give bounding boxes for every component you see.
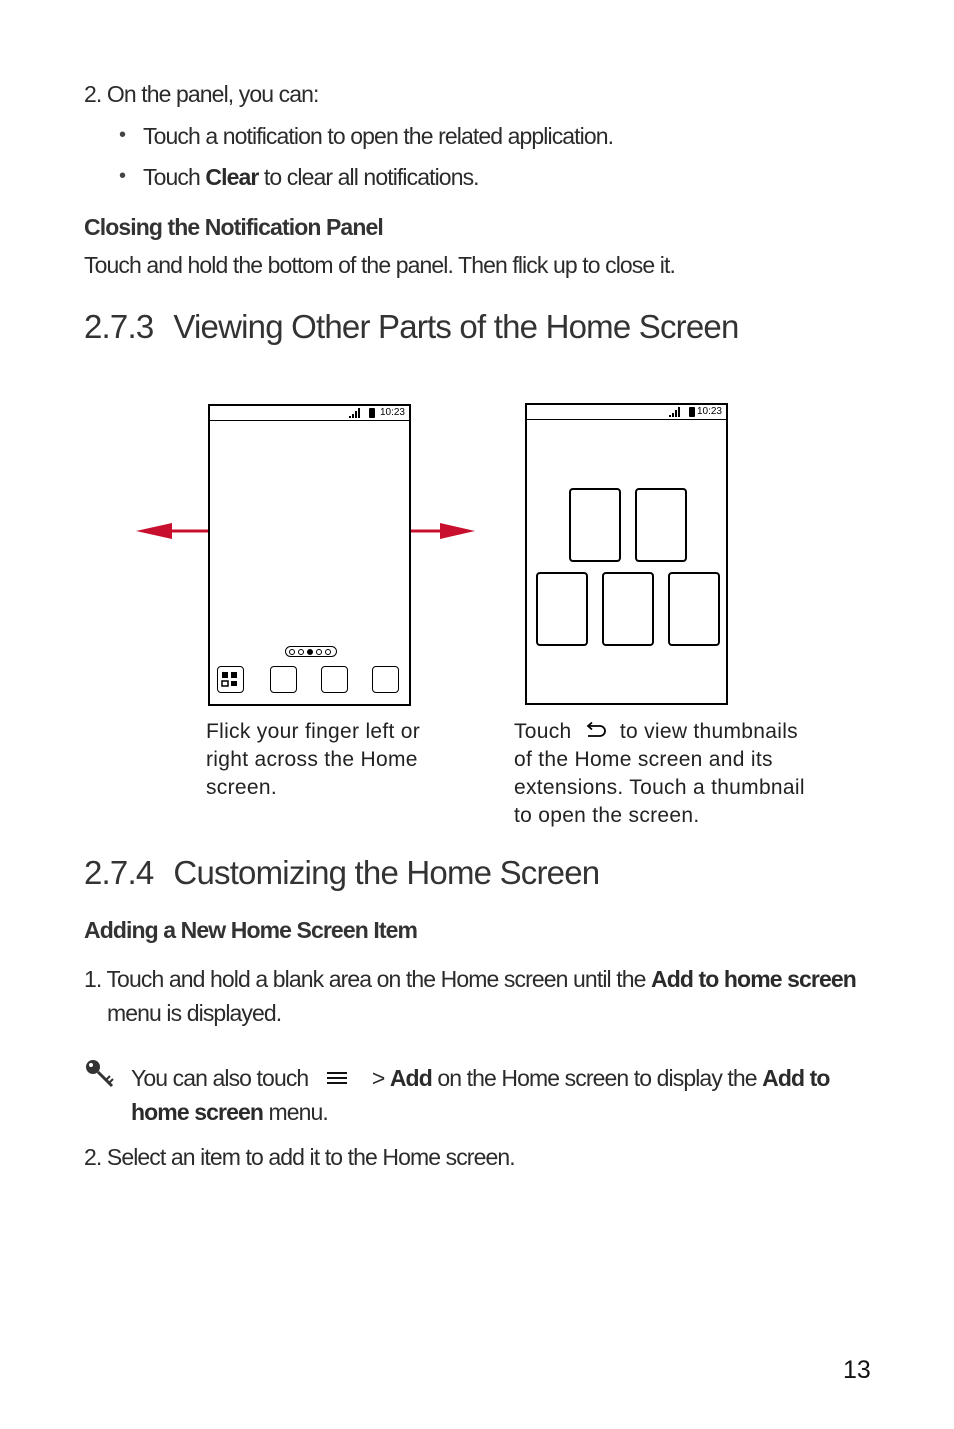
page-indicator: [285, 646, 337, 657]
screen-thumbnail: [569, 488, 621, 562]
tip-text-continued: home screen menu.: [131, 1099, 328, 1125]
screen-thumbnail: [602, 572, 654, 646]
section-heading-2-7-4: 2.7.4 Customizing the Home Screen: [84, 854, 600, 891]
section-heading-2-7-3: 2.7.3 Viewing Other Parts of the Home Screen: [84, 308, 739, 345]
app-drawer-icon: [217, 666, 244, 693]
signal-icon: [349, 408, 361, 418]
step-2-text: 2. Select an item to add it to the Home screen.: [84, 1144, 515, 1170]
step-1-text-continued: menu is displayed.: [107, 1000, 282, 1026]
page-dot: [316, 649, 322, 655]
step-2-intro: 2. On the panel, you can:: [84, 81, 319, 107]
battery-icon: [369, 408, 375, 418]
dock-shortcut: [270, 666, 297, 693]
tip-key-icon: [84, 1058, 118, 1090]
page-number: 13: [843, 1356, 871, 1384]
phone-thumbnails-screen: [525, 403, 728, 705]
bullet-marker: •: [119, 165, 127, 187]
status-clock: 10:23: [696, 406, 722, 417]
signal-icon: [669, 407, 681, 417]
status-bar: [527, 405, 726, 420]
bullet-marker: •: [119, 124, 127, 146]
menu-icon: [308, 1067, 366, 1089]
battery-icon: [689, 407, 695, 417]
page-dot-active: [307, 649, 313, 655]
caption-left: Flick your finger left or right across the Home screen.: [206, 720, 421, 799]
screen-thumbnail: [536, 572, 588, 646]
closing-heading: Closing the Notification Panel: [84, 214, 383, 240]
dock-shortcut: [321, 666, 348, 693]
screen-thumbnail: [635, 488, 687, 562]
bullet-item: Touch a notification to open the related application.: [143, 123, 614, 149]
status-bar: [210, 406, 409, 421]
phone-home-screen: [208, 404, 411, 706]
page-dot: [325, 649, 331, 655]
page-dot: [289, 649, 295, 655]
step-1-text: 1. Touch and hold a blank area on the Home screen until the Add to home screen: [84, 966, 856, 992]
back-arrow-icon: [584, 722, 608, 740]
adding-heading: Adding a New Home Screen Item: [84, 917, 418, 943]
caption-right: Touch to view thumbnails of the Home screen and its extensions. Touch a thumbnail to open the screen.: [514, 720, 805, 827]
screen-thumbnail: [668, 572, 720, 646]
bullet-item: Touch Clear to clear all notifications.: [143, 164, 479, 190]
tip-text: You can also touch > Add on the Home screen to display the Add to: [131, 1065, 830, 1091]
closing-text: Touch and hold the bottom of the panel. Then flick up to close it.: [84, 252, 675, 278]
page-dot: [298, 649, 304, 655]
status-clock: 10:23: [379, 407, 405, 418]
dock-shortcut: [372, 666, 399, 693]
